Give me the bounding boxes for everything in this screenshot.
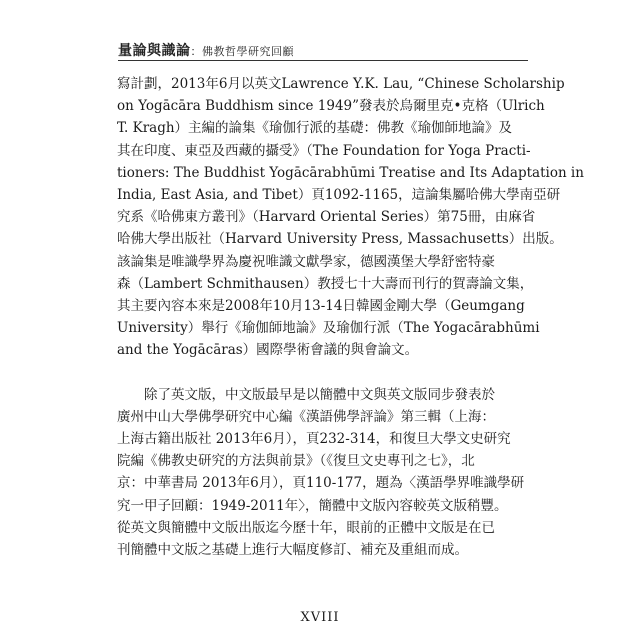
text-line: 廣州中山大學佛學研究中心編《漢語佛學評論》第三輯（上海： bbox=[117, 408, 495, 425]
text-line: 森（Lambert Schmithausen）教授七十大壽而刊行的賀壽論文集， bbox=[117, 275, 534, 292]
text-line: 寫計劃，2013年6月以英文Lawrence Y.K. Lau, “Chinese Scholarship bbox=[117, 76, 565, 92]
text-line: on Yogācāra Buddhism since 1949”發表於烏爾里克•克格（Ulrich bbox=[117, 98, 545, 115]
text-line: 其主要內容本來是2008年10月13-14日韓國金剛大學（Geumgang bbox=[117, 298, 525, 315]
text-line: 院編《佛教史研究的方法與前景》（《復旦文史專刊之七》，北 bbox=[117, 453, 475, 470]
text-line: 其在印度、東亞及西藏的攝受》（The Foundation for Yoga Practi- bbox=[117, 142, 531, 159]
running-head-main: 量論與識論 bbox=[118, 43, 191, 59]
text-line: and the Yogācāras）國際學術會議的與會論文。 bbox=[117, 342, 419, 359]
paragraph-gap bbox=[117, 362, 517, 384]
paragraph-1 bbox=[117, 73, 584, 362]
page-number: XVIII bbox=[300, 610, 340, 625]
text-line: 該論集是唯識學界為慶祝唯識文獻學家，德國漢堡大學舒密特豪 bbox=[117, 253, 495, 270]
text-line: 究一甲子回顧：1949-2011年〉，簡體中文版內容較英文版稍豐。 bbox=[117, 497, 508, 514]
running-head-subtitle: ：佛教哲學研究回顧 bbox=[190, 45, 294, 58]
text-line: 從英文與簡體中文版出版迄今歷十年，眼前的正體中文版是在已 bbox=[117, 519, 495, 536]
paragraph-2 bbox=[117, 384, 525, 562]
text-line: 京：中華書局 2013年6月），頁110-177，題為〈漢語學界唯識學研 bbox=[117, 475, 525, 492]
text-line: 刊簡體中文版之基礎上進行大幅度修訂、補充及重組而成。 bbox=[117, 542, 468, 559]
text-line: 究系《哈佛東方叢刊》（Harvard Oriental Series）第75冊，由麻省 bbox=[117, 209, 536, 226]
text-line: 上海古籍出版社 2013年6月），頁232-314，和復旦大學文史研究 bbox=[117, 431, 511, 448]
text-line: India, East Asia, and Tibet）頁1092-1165，這論集屬哈佛大學南亞研 bbox=[117, 187, 561, 204]
running-head-title bbox=[118, 40, 538, 60]
text-line: 除了英文版，中文版最早是以簡體中文與英文版同步發表於 bbox=[144, 386, 495, 403]
header-rule bbox=[118, 60, 528, 61]
text-line: T. Kragh）主編的論集《瑜伽行派的基礎：佛教《瑜伽師地論》及 bbox=[117, 120, 513, 137]
text-line: 哈佛大學出版社（Harvard University Press, Massachusetts）出版。 bbox=[117, 231, 563, 248]
body-text bbox=[117, 73, 584, 561]
text-line: tioners: The Buddhist Yogācārabhūmi Treatise and Its Adaptation in bbox=[117, 164, 584, 181]
text-line: University）舉行《瑜伽師地論》及瑜伽行派（The Yogacārabhūmi bbox=[117, 320, 540, 337]
running-header bbox=[118, 40, 538, 60]
